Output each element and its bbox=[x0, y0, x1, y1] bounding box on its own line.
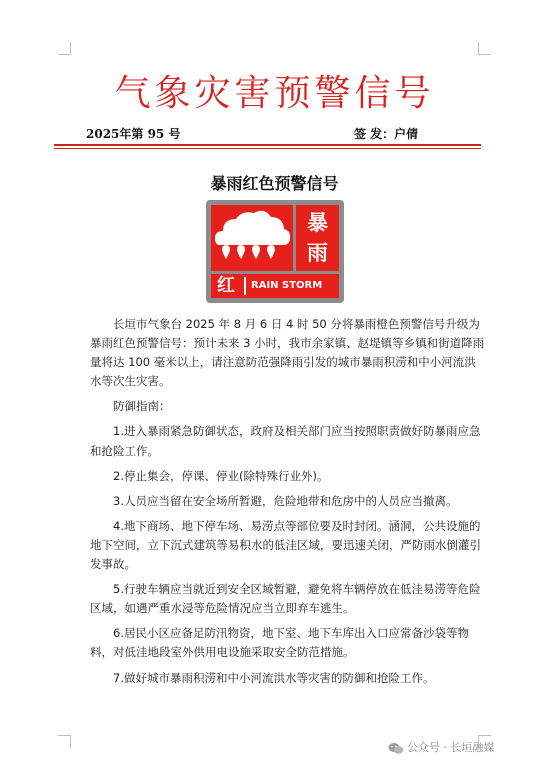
signal-title: 暴雨红色预警信号 bbox=[210, 174, 339, 193]
watermark-text: 公众号 · 长垣融媒 bbox=[407, 741, 495, 754]
guidance-heading: 防御指南： bbox=[113, 399, 171, 414]
guidance-item: 7.做好城市暴雨积涝和中小河流洪水等灾害的防御和抢险工作。 bbox=[113, 670, 435, 685]
guidance-item: 2.停止集会，停课、停业(除特殊行业外)。 bbox=[113, 468, 329, 483]
icon-label-panel bbox=[296, 205, 339, 271]
intro-paragraph: 长垣市气象台 2025 年 8 月 6 日 4 时 50 分将暴雨橙色预警信号升级为暴雨红色预警信号：预计未来 3 小时，我市余家镇、赵堤镇等乡镇和街道降雨量将达 100 毫米以上，请注意防范强降雨引发的城市暴雨积涝和中小河流洪水等次生灾害。 bbox=[90, 317, 485, 389]
guidance-item: 4.地下商场、地下停车场、易涝点等部位要及时封闭。涵洞，公共设施的地下空间，立下沉式建筑等易积水的低洼区域，要迅速关闭，严防雨水倒灌引发事故。 bbox=[90, 518, 481, 572]
cloud-rain-icon bbox=[211, 205, 293, 271]
wechat-icon bbox=[388, 742, 404, 755]
icon-level-bar bbox=[211, 274, 339, 298]
crop-mark-top-left bbox=[58, 42, 71, 55]
document-meta-row bbox=[86, 125, 434, 145]
icon-label-bottom: 雨 bbox=[307, 240, 328, 265]
icon-level-char: 红 bbox=[217, 275, 235, 296]
signer: 签 发：户倩 bbox=[354, 127, 419, 141]
icon-english-label: RAIN STORM bbox=[251, 280, 323, 291]
guidance-item: 1.进入暴雨紧急防御状态，政府及相关部门应当按照职责做好防暴雨应急和抢险工作。 bbox=[90, 424, 481, 458]
guidance-item: 6.居民小区应备足防汛物资，地下室、地下车库出入口应常备沙袋等物料，对低洼地段室外供用电设施采取安全防范措施。 bbox=[90, 626, 469, 660]
icon-label-top: 暴 bbox=[307, 210, 328, 235]
document-body bbox=[90, 315, 485, 688]
wechat-watermark bbox=[388, 738, 538, 758]
crop-mark-bottom-left bbox=[58, 735, 71, 748]
icon-divider bbox=[244, 277, 246, 295]
rainstorm-red-warning-icon bbox=[206, 200, 344, 303]
header-rule-thin bbox=[54, 148, 481, 149]
header-rule-thick bbox=[54, 144, 481, 146]
guidance-item: 5.行驶车辆应当就近到安全区域暂避，避免将车辆停放在低洼易涝等危险区域，如遇严重水浸等危险情况应当立即弃车逃生。 bbox=[90, 582, 481, 616]
issue-number: 2025年第 95 号 bbox=[86, 127, 181, 141]
guidance-item: 3.人员应当留在安全场所暂避，危险地带和危房中的人员应当撤离。 bbox=[113, 493, 458, 508]
document-masthead: 气象灾害预警信号 bbox=[114, 73, 435, 114]
crop-mark-top-right bbox=[478, 42, 491, 55]
